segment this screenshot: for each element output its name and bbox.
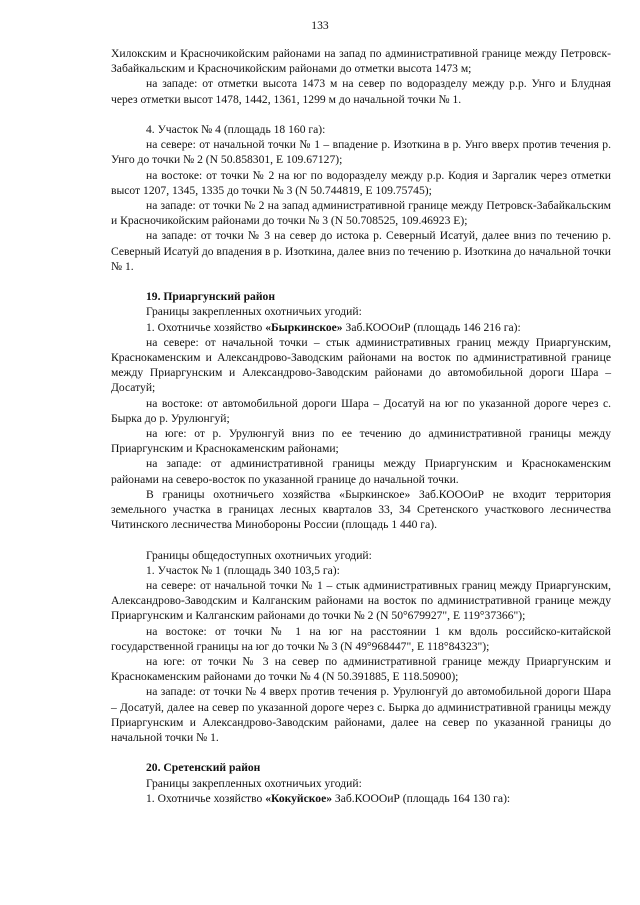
hunting-farm-name: «Кокуйское» bbox=[265, 791, 333, 805]
paragraph: на юге: от р. Урулюнгуй вниз по ее течению до административной границы между Приаргунским и Краснокаменским районами; bbox=[111, 427, 611, 456]
paragraph: В границы охотничьего хозяйства «Быркинское» Заб.КОООиР не входит территория земельного участка в границах лесных кварталов 33, 34 Сретенского участкового лесничества Читинского лесничества Минобороны России (площадь 1 440 га). bbox=[111, 487, 611, 532]
item-prefix: 1. Охотничье хозяйство bbox=[146, 791, 266, 805]
subsection-heading: Границы закрепленных охотничьих угодий: bbox=[146, 305, 362, 319]
subsection-heading: Границы закрепленных охотничьих угодий: bbox=[146, 776, 362, 790]
page-number: 133 bbox=[311, 19, 329, 32]
section-heading: 20. Сретенский район bbox=[146, 761, 261, 775]
item-heading bbox=[111, 791, 611, 806]
hunting-farm-name: «Быркинское» bbox=[265, 320, 343, 334]
paragraph: на западе: от административной границы между Приаргунским и Краснокаменским районами на северо-восток по указанной границе до начальной точки. bbox=[111, 457, 611, 486]
document-body bbox=[111, 46, 611, 806]
item-prefix: 1. Охотничье хозяйство bbox=[146, 320, 266, 334]
paragraph: на западе: от отметки высота 1473 м на север по водоразделу между р.р. Унго и Блудная через отметки высот 1478, 1442, 1361, 1299 м до начальной точки № 1. bbox=[111, 77, 611, 106]
paragraph: на юге: от точки № 3 на север по административной границе между Приаргунским и Краснокаменским районами до точки № 4 (N 50.391885, E 118.50900); bbox=[111, 655, 611, 684]
paragraph: на севере: от начальной точки № 1 – стык административных границ между Приаргунским, Александрово-Заводским и Калганским районами на восток по административной границе между Приаргунским и Калганским районами до точки № 2 (N 50°679927", E 119°37366"); bbox=[111, 579, 611, 623]
section-item-heading: 4. Участок № 4 (площадь 18 160 га): bbox=[146, 123, 326, 136]
paragraph: на востоке: от точки № 1 на юг на расстоянии 1 км вдоль российско-китайской государственной границы на юг до точки № 3 (N 49°968447", E 118°84323"); bbox=[111, 624, 611, 653]
paragraph: на севере: от начальной точки № 1 – впадение р. Изоткина в р. Унго вверх против течения р. Унго до точки № 2 (N 50.858301, E 109.67127); bbox=[111, 138, 611, 167]
subsection-heading: Границы общедоступных охотничьих угодий: bbox=[146, 548, 372, 562]
paragraph: Хилокским и Красночикойским районами на запад по административной границе между Петровск-Забайкальским и Красночикойским районами до отметки высота 1473 м; bbox=[111, 47, 611, 76]
item-heading: 1. Участок № 1 (площадь 340 103,5 га): bbox=[146, 563, 340, 577]
paragraph: на востоке: от автомобильной дороги Шара – Досатуй на юг по указанной дороге через с. Бырка до р. Урулюнгуй; bbox=[111, 396, 611, 425]
section-heading: 19. Приаргунский район bbox=[146, 290, 276, 304]
paragraph: на западе: от точки № 3 на север до истока р. Северный Исатуй, далее вниз по течению р. Северный Исатуй до впадения в р. Изоткина, далее вниз по течению р. Изоткина до начальной точки № 1. bbox=[111, 229, 611, 273]
paragraph: на севере: от начальной точки – стык административных границ между Приаргунским, Краснокаменским и Александрово-Заводским районами на восток по административной границе между Приаргунским и Александрово-Заводским районами до автомобильной дороги Шара – Досатуй; bbox=[111, 335, 611, 395]
paragraph: на востоке: от точки № 2 на юг по водоразделу между р.р. Кодия и Заргалик через отметки высот 1207, 1345, 1335 до точки № 3 (N 50.744819, E 109.75745); bbox=[111, 168, 611, 197]
item-suffix: Заб.КОООиР (площадь 146 216 га): bbox=[342, 320, 521, 334]
paragraph: на западе: от точки № 4 вверх против течения р. Урулюнгуй до автомобильной дороги Шара – Досатуй, далее на север по указанной дороге через с. Бырка до административной границы между Приаргунским и Александрово-Заводским районами, далее на север по указанной границы до начальной точки № 1. bbox=[111, 685, 611, 745]
item-suffix: Заб.КОООиР (площадь 164 130 га): bbox=[332, 791, 511, 805]
item-heading bbox=[111, 320, 611, 335]
paragraph: на западе: от точки № 2 на запад административной границе между Петровск-Забайкальским и Красночикойским районами до точки № 3 (N 50.708525, 109.46923 E); bbox=[111, 199, 611, 228]
